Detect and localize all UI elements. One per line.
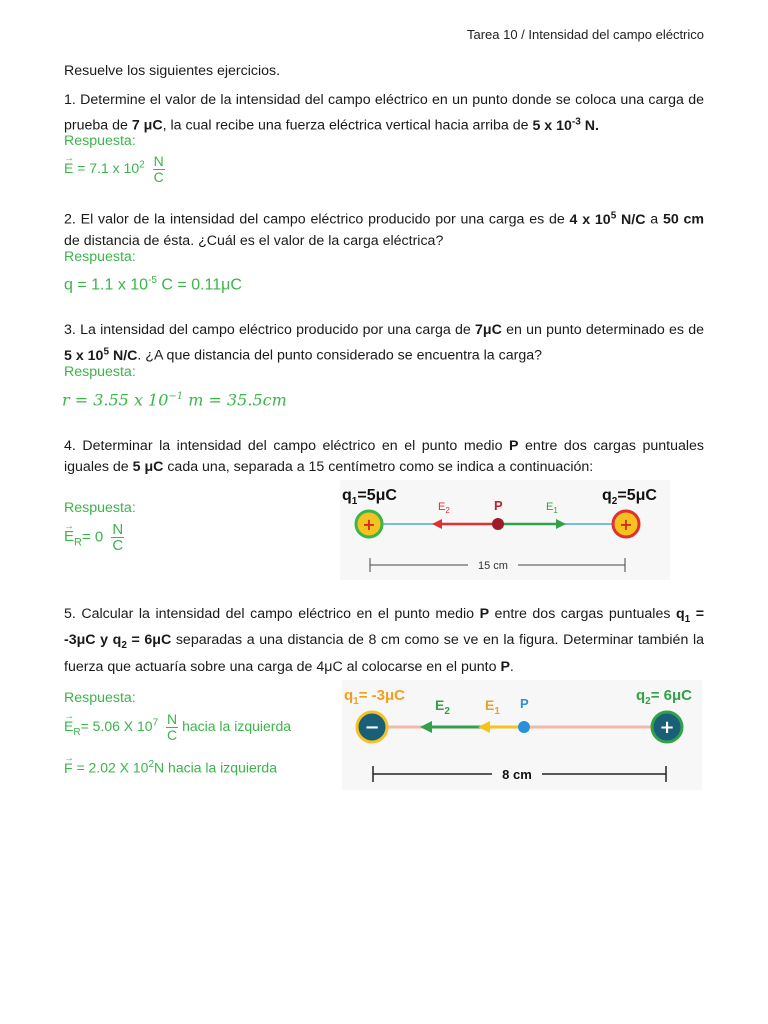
answer-3: r = 3.55 x $10^{-1}$ m = 35.5cm — [62, 390, 287, 410]
question-1: 1. Determine el valor de la intensidad del campo eléctrico en un punto donde se coloca una carga de prueba de 7 μC, la cual recibe una fuerza eléctrica vertical hacia arriba de 5 x $10^{-3}$ N. — [64, 92, 704, 134]
fig4-distance-label: 15 cm — [478, 560, 508, 572]
intro-text: Resuelve los siguientes ejercicios. — [64, 63, 281, 79]
answer-5-force: → F = 2.02 X $10^2N$ hacia la izquierda — [64, 754, 277, 779]
fig4-q2-label: $q_2=5\mu C$ — [602, 487, 657, 507]
page-header: Tarea 10 / Intensidad del campo eléctrico — [466, 27, 704, 42]
fig5-q2-label: $q_2= 6\mu C$ — [636, 687, 693, 707]
fig5-e1-label: $E_1$ — [485, 697, 500, 717]
fig5-q2-plus-icon: + — [659, 717, 675, 738]
fig5-q1-label: $q_1= -3\mu C$ — [344, 687, 406, 707]
fig5-p-label: P — [520, 696, 529, 711]
question-4: 4. Determinar la intensidad del campo eléctrico en el punto medio P entre dos cargas puntuales iguales de 5 μC cada una, separada a 15 centímetro como se indica a continuación: — [64, 438, 705, 475]
answer-2: q = 1.1 x $10^{-5}$ C = 0.11μC — [64, 275, 242, 294]
fig4-point-p — [492, 518, 504, 530]
fig4-p-label: P — [494, 498, 503, 513]
answer-5-field: → $E_R= 5.06$ X $10^7$ $\frac{N}{C}$ hacia la izquierda — [64, 712, 291, 743]
fig5-distance-label: 8 cm — [502, 767, 532, 782]
question-3: 3. La intensidad del campo eléctrico producido por una carga de 7μC en un punto determinado es de 5 x $10^5$ N/C. ¿A que distancia del punto considerado se encuentra la carga? — [64, 322, 704, 364]
figure-4-diagram — [340, 480, 670, 580]
fig4-q1-label: $q_1=5\mu C$ — [342, 487, 397, 507]
answer-label-3: Respuesta: — [64, 364, 136, 380]
fig4-e1-label: $E_1$ — [546, 501, 558, 515]
fig5-e2-label: $E_2$ — [435, 697, 450, 717]
fig5-point-p — [518, 721, 530, 733]
fig4-e2-label: $E_2$ — [438, 501, 450, 515]
answer-label-5: Respuesta: — [64, 690, 136, 706]
fig5-q1-minus-icon: − — [364, 717, 380, 738]
answer-label-1: Respuesta: — [64, 133, 136, 149]
fig4-q2-plus-icon: + — [619, 515, 633, 534]
answer-4: → $E_R= 0$ $\frac{N}{C}$ — [64, 522, 124, 553]
question-2: 2. El valor de la intensidad del campo eléctrico producido por una carga es de 4 x $10^5$ N/C a 50 cm de distancia de ésta. ¿Cuál es el valor de la carga eléctrica? — [64, 210, 705, 249]
question-5: 5. Calcular la intensidad del campo eléctrico en el punto medio P entre dos cargas puntuales $q_1 = -3\mu C$ y $q_2 = 6\mu C$ separadas a una distancia de 8 cm como se ve en la figura. Determinar también la fuerza que actuaría sobre una carga de 4μC al colocarse en el punto P. — [64, 606, 704, 675]
fig4-q1-plus-icon: + — [362, 515, 376, 534]
answer-label-4: Respuesta: — [64, 500, 136, 516]
answer-1: → E = 7.1 x $10^2$ $\frac{N}{C}$ — [64, 154, 165, 185]
answer-label-2: Respuesta: — [64, 249, 136, 265]
figure-5-diagram — [342, 680, 702, 790]
